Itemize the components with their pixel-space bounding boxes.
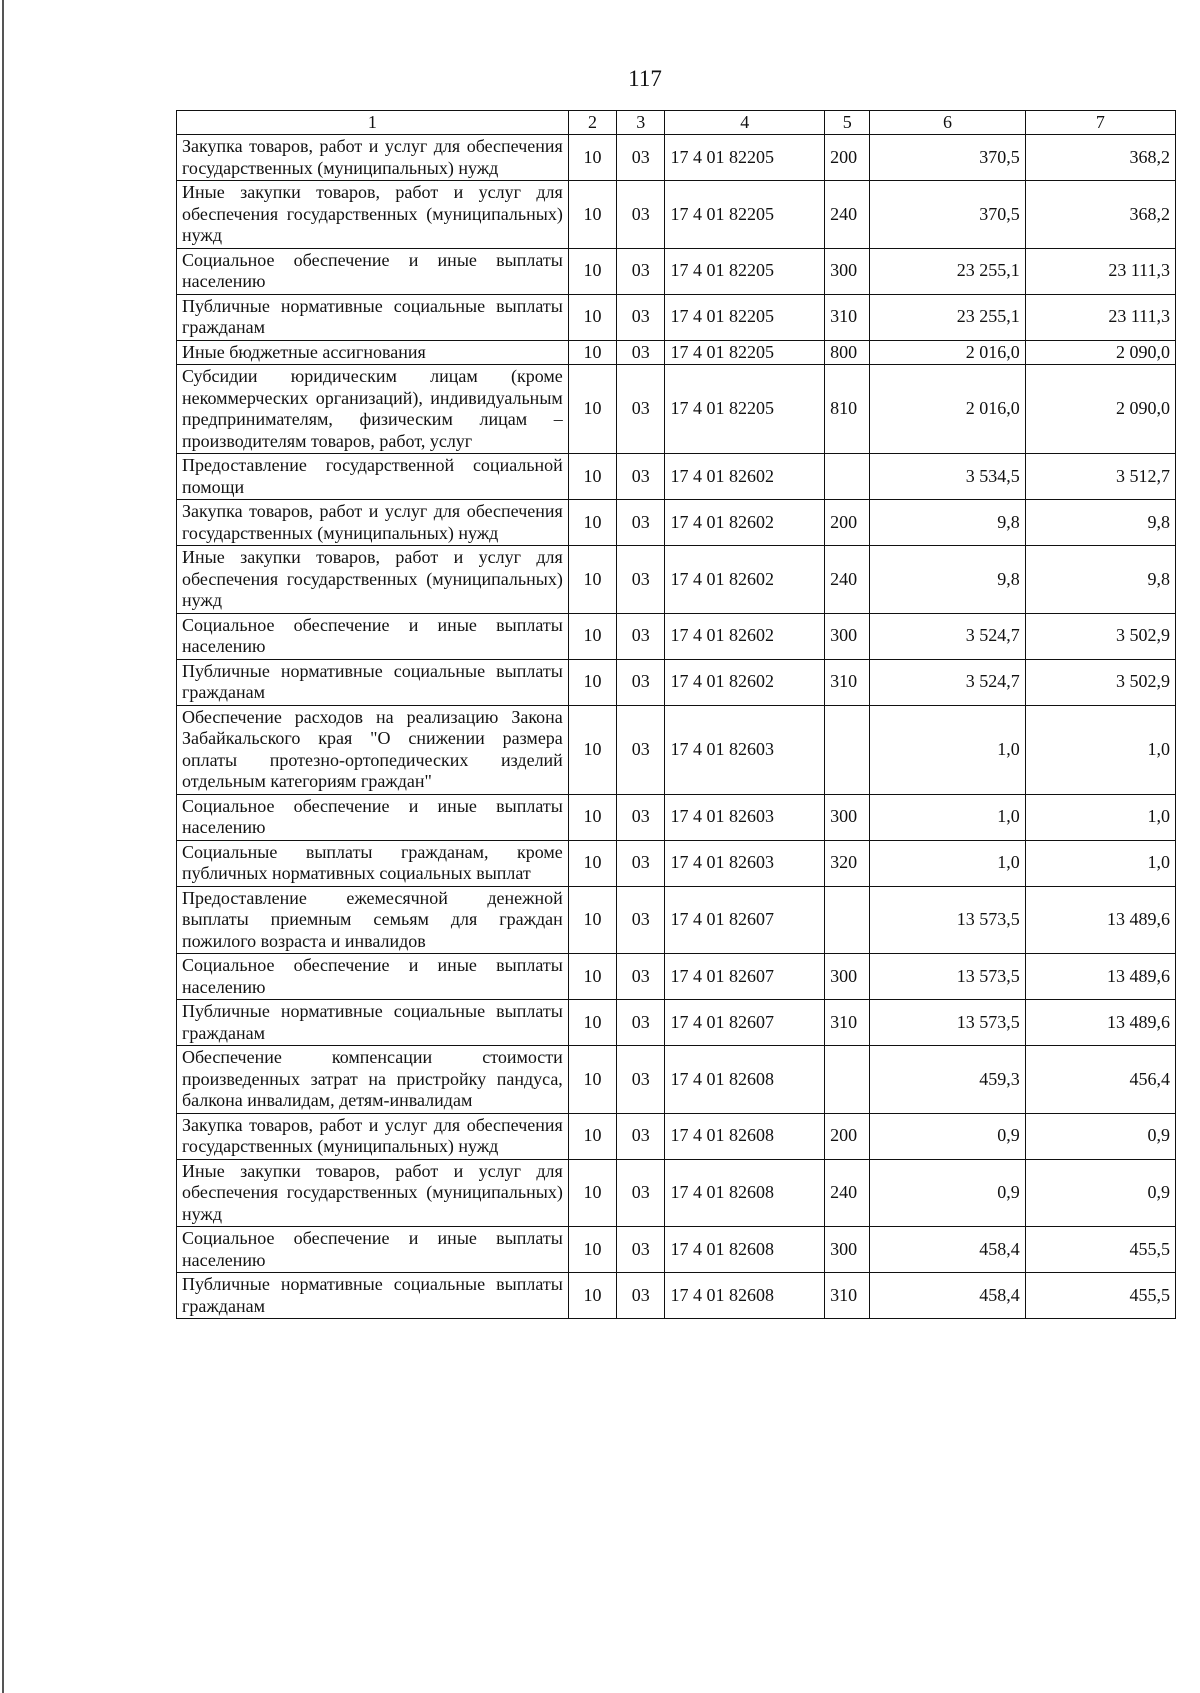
subsection-code-cell: 03 xyxy=(617,954,665,1000)
section-code-cell: 10 xyxy=(568,840,616,886)
amount-col6-cell: 23 255,1 xyxy=(870,294,1025,340)
expense-type-cell xyxy=(825,705,870,794)
subsection-code-cell: 03 xyxy=(617,135,665,181)
amount-col7-cell: 9,8 xyxy=(1025,500,1175,546)
table-row xyxy=(177,546,1176,614)
subsection-code-cell: 03 xyxy=(617,500,665,546)
column-header: 2 xyxy=(568,111,616,135)
column-header: 1 xyxy=(177,111,569,135)
subsection-code-cell: 03 xyxy=(617,1273,665,1319)
expense-type-cell: 300 xyxy=(825,794,870,840)
expense-type-cell: 810 xyxy=(825,365,870,454)
subsection-code-cell: 03 xyxy=(617,705,665,794)
target-article-cell: 17 4 01 82607 xyxy=(665,1000,825,1046)
amount-col7-cell: 13 489,6 xyxy=(1025,886,1175,954)
section-code-cell: 10 xyxy=(568,794,616,840)
section-code-cell: 10 xyxy=(568,1227,616,1273)
amount-col7-cell: 455,5 xyxy=(1025,1273,1175,1319)
row-name-cell: Предоставление государственной социальной помощи xyxy=(177,454,569,500)
amount-col6-cell: 370,5 xyxy=(870,135,1025,181)
amount-col6-cell: 3 524,7 xyxy=(870,659,1025,705)
subsection-code-cell: 03 xyxy=(617,1159,665,1227)
amount-col7-cell: 456,4 xyxy=(1025,1046,1175,1114)
amount-col6-cell: 0,9 xyxy=(870,1113,1025,1159)
target-article-cell: 17 4 01 82607 xyxy=(665,886,825,954)
target-article-cell: 17 4 01 82602 xyxy=(665,613,825,659)
amount-col7-cell: 368,2 xyxy=(1025,181,1175,249)
table-row xyxy=(177,454,1176,500)
subsection-code-cell: 03 xyxy=(617,454,665,500)
amount-col7-cell: 455,5 xyxy=(1025,1227,1175,1273)
section-code-cell: 10 xyxy=(568,954,616,1000)
expense-type-cell: 300 xyxy=(825,954,870,1000)
subsection-code-cell: 03 xyxy=(617,365,665,454)
expense-type-cell: 200 xyxy=(825,1113,870,1159)
section-code-cell: 10 xyxy=(568,659,616,705)
row-name-cell: Иные закупки товаров, работ и услуг для обеспечения государственных (муниципальных) нужд xyxy=(177,546,569,614)
column-header: 7 xyxy=(1025,111,1175,135)
table-row xyxy=(177,659,1176,705)
row-name-cell: Публичные нормативные социальные выплаты гражданам xyxy=(177,1273,569,1319)
section-code-cell: 10 xyxy=(568,248,616,294)
table-row xyxy=(177,340,1176,365)
table-body xyxy=(177,135,1176,1319)
amount-col6-cell: 370,5 xyxy=(870,181,1025,249)
table-row xyxy=(177,1273,1176,1319)
subsection-code-cell: 03 xyxy=(617,886,665,954)
amount-col6-cell: 3 534,5 xyxy=(870,454,1025,500)
amount-col6-cell: 3 524,7 xyxy=(870,613,1025,659)
column-header: 6 xyxy=(870,111,1025,135)
row-name-cell: Предоставление ежемесячной денежной выплаты приемным семьям для граждан пожилого возраста и инвалидов xyxy=(177,886,569,954)
section-code-cell: 10 xyxy=(568,500,616,546)
table-row xyxy=(177,613,1176,659)
expense-type-cell: 310 xyxy=(825,1000,870,1046)
target-article-cell: 17 4 01 82608 xyxy=(665,1227,825,1273)
target-article-cell: 17 4 01 82205 xyxy=(665,294,825,340)
amount-col6-cell: 23 255,1 xyxy=(870,248,1025,294)
target-article-cell: 17 4 01 82607 xyxy=(665,954,825,1000)
column-header: 4 xyxy=(665,111,825,135)
section-code-cell: 10 xyxy=(568,454,616,500)
row-name-cell: Социальные выплаты гражданам, кроме публичных нормативных социальных выплат xyxy=(177,840,569,886)
amount-col6-cell: 458,4 xyxy=(870,1227,1025,1273)
subsection-code-cell: 03 xyxy=(617,1046,665,1114)
subsection-code-cell: 03 xyxy=(617,340,665,365)
column-header: 3 xyxy=(617,111,665,135)
table-row xyxy=(177,248,1176,294)
row-name-cell: Социальное обеспечение и иные выплаты населению xyxy=(177,248,569,294)
row-name-cell: Публичные нормативные социальные выплаты гражданам xyxy=(177,1000,569,1046)
amount-col7-cell: 0,9 xyxy=(1025,1113,1175,1159)
row-name-cell: Иные бюджетные ассигнования xyxy=(177,340,569,365)
table-row xyxy=(177,840,1176,886)
row-name-cell: Иные закупки товаров, работ и услуг для обеспечения государственных (муниципальных) нужд xyxy=(177,1159,569,1227)
subsection-code-cell: 03 xyxy=(617,840,665,886)
amount-col6-cell: 13 573,5 xyxy=(870,886,1025,954)
section-code-cell: 10 xyxy=(568,294,616,340)
table-row xyxy=(177,365,1176,454)
section-code-cell: 10 xyxy=(568,1159,616,1227)
amount-col6-cell: 2 016,0 xyxy=(870,365,1025,454)
target-article-cell: 17 4 01 82608 xyxy=(665,1046,825,1114)
expense-type-cell: 240 xyxy=(825,181,870,249)
expense-type-cell: 300 xyxy=(825,248,870,294)
row-name-cell: Закупка товаров, работ и услуг для обеспечения государственных (муниципальных) нужд xyxy=(177,1113,569,1159)
row-name-cell: Закупка товаров, работ и услуг для обеспечения государственных (муниципальных) нужд xyxy=(177,500,569,546)
expense-type-cell: 320 xyxy=(825,840,870,886)
amount-col7-cell: 13 489,6 xyxy=(1025,1000,1175,1046)
amount-col6-cell: 1,0 xyxy=(870,840,1025,886)
amount-col7-cell: 1,0 xyxy=(1025,705,1175,794)
subsection-code-cell: 03 xyxy=(617,294,665,340)
subsection-code-cell: 03 xyxy=(617,794,665,840)
table-row xyxy=(177,1000,1176,1046)
amount-col6-cell: 13 573,5 xyxy=(870,1000,1025,1046)
amount-col7-cell: 1,0 xyxy=(1025,840,1175,886)
table-row xyxy=(177,954,1176,1000)
expense-type-cell xyxy=(825,1046,870,1114)
table-row xyxy=(177,1046,1176,1114)
row-name-cell: Социальное обеспечение и иные выплаты населению xyxy=(177,794,569,840)
subsection-code-cell: 03 xyxy=(617,1000,665,1046)
section-code-cell: 10 xyxy=(568,546,616,614)
budget-table xyxy=(176,110,1176,1319)
row-name-cell: Публичные нормативные социальные выплаты гражданам xyxy=(177,294,569,340)
row-name-cell: Социальное обеспечение и иные выплаты населению xyxy=(177,613,569,659)
amount-col6-cell: 1,0 xyxy=(870,794,1025,840)
subsection-code-cell: 03 xyxy=(617,181,665,249)
subsection-code-cell: 03 xyxy=(617,546,665,614)
amount-col6-cell: 1,0 xyxy=(870,705,1025,794)
section-code-cell: 10 xyxy=(568,1046,616,1114)
section-code-cell: 10 xyxy=(568,886,616,954)
table-row xyxy=(177,705,1176,794)
column-header: 5 xyxy=(825,111,870,135)
target-article-cell: 17 4 01 82205 xyxy=(665,340,825,365)
subsection-code-cell: 03 xyxy=(617,1113,665,1159)
target-article-cell: 17 4 01 82205 xyxy=(665,248,825,294)
amount-col6-cell: 458,4 xyxy=(870,1273,1025,1319)
expense-type-cell: 310 xyxy=(825,294,870,340)
table-header-row xyxy=(177,111,1176,135)
amount-col7-cell: 1,0 xyxy=(1025,794,1175,840)
row-name-cell: Субсидии юридическим лицам (кроме некоммерческих организаций), индивидуальным предпринимателям, физическим лицам – производителям товаров, работ, услуг xyxy=(177,365,569,454)
expense-type-cell xyxy=(825,886,870,954)
amount-col6-cell: 13 573,5 xyxy=(870,954,1025,1000)
table-row xyxy=(177,886,1176,954)
subsection-code-cell: 03 xyxy=(617,659,665,705)
target-article-cell: 17 4 01 82608 xyxy=(665,1159,825,1227)
target-article-cell: 17 4 01 82603 xyxy=(665,840,825,886)
target-article-cell: 17 4 01 82205 xyxy=(665,365,825,454)
expense-type-cell: 800 xyxy=(825,340,870,365)
amount-col7-cell: 23 111,3 xyxy=(1025,248,1175,294)
expense-type-cell: 200 xyxy=(825,500,870,546)
amount-col6-cell: 9,8 xyxy=(870,546,1025,614)
section-code-cell: 10 xyxy=(568,181,616,249)
amount-col6-cell: 9,8 xyxy=(870,500,1025,546)
amount-col7-cell: 9,8 xyxy=(1025,546,1175,614)
row-name-cell: Обеспечение компенсации стоимости произведенных затрат на пристройку пандуса, балкона инвалидам, детям-инвалидам xyxy=(177,1046,569,1114)
expense-type-cell: 310 xyxy=(825,659,870,705)
section-code-cell: 10 xyxy=(568,1113,616,1159)
row-name-cell: Социальное обеспечение и иные выплаты населению xyxy=(177,954,569,1000)
amount-col7-cell: 23 111,3 xyxy=(1025,294,1175,340)
row-name-cell: Публичные нормативные социальные выплаты гражданам xyxy=(177,659,569,705)
table-row xyxy=(177,1227,1176,1273)
amount-col7-cell: 368,2 xyxy=(1025,135,1175,181)
amount-col7-cell: 3 502,9 xyxy=(1025,659,1175,705)
page-edge xyxy=(2,0,4,1693)
amount-col7-cell: 0,9 xyxy=(1025,1159,1175,1227)
target-article-cell: 17 4 01 82205 xyxy=(665,181,825,249)
section-code-cell: 10 xyxy=(568,135,616,181)
amount-col6-cell: 459,3 xyxy=(870,1046,1025,1114)
table-row xyxy=(177,294,1176,340)
target-article-cell: 17 4 01 82602 xyxy=(665,659,825,705)
target-article-cell: 17 4 01 82602 xyxy=(665,546,825,614)
table-row xyxy=(177,500,1176,546)
amount-col7-cell: 2 090,0 xyxy=(1025,340,1175,365)
table-row xyxy=(177,135,1176,181)
target-article-cell: 17 4 01 82602 xyxy=(665,454,825,500)
row-name-cell: Иные закупки товаров, работ и услуг для обеспечения государственных (муниципальных) нужд xyxy=(177,181,569,249)
expense-type-cell: 310 xyxy=(825,1273,870,1319)
target-article-cell: 17 4 01 82608 xyxy=(665,1113,825,1159)
expense-type-cell xyxy=(825,454,870,500)
amount-col6-cell: 0,9 xyxy=(870,1159,1025,1227)
row-name-cell: Обеспечение расходов на реализацию Закона Забайкальского края "О снижении размера оплаты протезно-ортопедических изделий отдельным категориям граждан" xyxy=(177,705,569,794)
page-number: 117 xyxy=(628,66,662,91)
target-article-cell: 17 4 01 82608 xyxy=(665,1273,825,1319)
section-code-cell: 10 xyxy=(568,1273,616,1319)
table-row xyxy=(177,181,1176,249)
table-row xyxy=(177,1113,1176,1159)
amount-col7-cell: 13 489,6 xyxy=(1025,954,1175,1000)
subsection-code-cell: 03 xyxy=(617,1227,665,1273)
section-code-cell: 10 xyxy=(568,1000,616,1046)
amount-col6-cell: 2 016,0 xyxy=(870,340,1025,365)
expense-type-cell: 240 xyxy=(825,1159,870,1227)
amount-col7-cell: 3 512,7 xyxy=(1025,454,1175,500)
target-article-cell: 17 4 01 82602 xyxy=(665,500,825,546)
table-row xyxy=(177,1159,1176,1227)
subsection-code-cell: 03 xyxy=(617,248,665,294)
section-code-cell: 10 xyxy=(568,613,616,659)
expense-type-cell: 240 xyxy=(825,546,870,614)
section-code-cell: 10 xyxy=(568,365,616,454)
expense-type-cell: 300 xyxy=(825,613,870,659)
row-name-cell: Закупка товаров, работ и услуг для обеспечения государственных (муниципальных) нужд xyxy=(177,135,569,181)
target-article-cell: 17 4 01 82205 xyxy=(665,135,825,181)
target-article-cell: 17 4 01 82603 xyxy=(665,705,825,794)
target-article-cell: 17 4 01 82603 xyxy=(665,794,825,840)
amount-col7-cell: 2 090,0 xyxy=(1025,365,1175,454)
expense-type-cell: 300 xyxy=(825,1227,870,1273)
section-code-cell: 10 xyxy=(568,340,616,365)
row-name-cell: Социальное обеспечение и иные выплаты населению xyxy=(177,1227,569,1273)
amount-col7-cell: 3 502,9 xyxy=(1025,613,1175,659)
section-code-cell: 10 xyxy=(568,705,616,794)
expense-type-cell: 200 xyxy=(825,135,870,181)
table-row xyxy=(177,794,1176,840)
subsection-code-cell: 03 xyxy=(617,613,665,659)
